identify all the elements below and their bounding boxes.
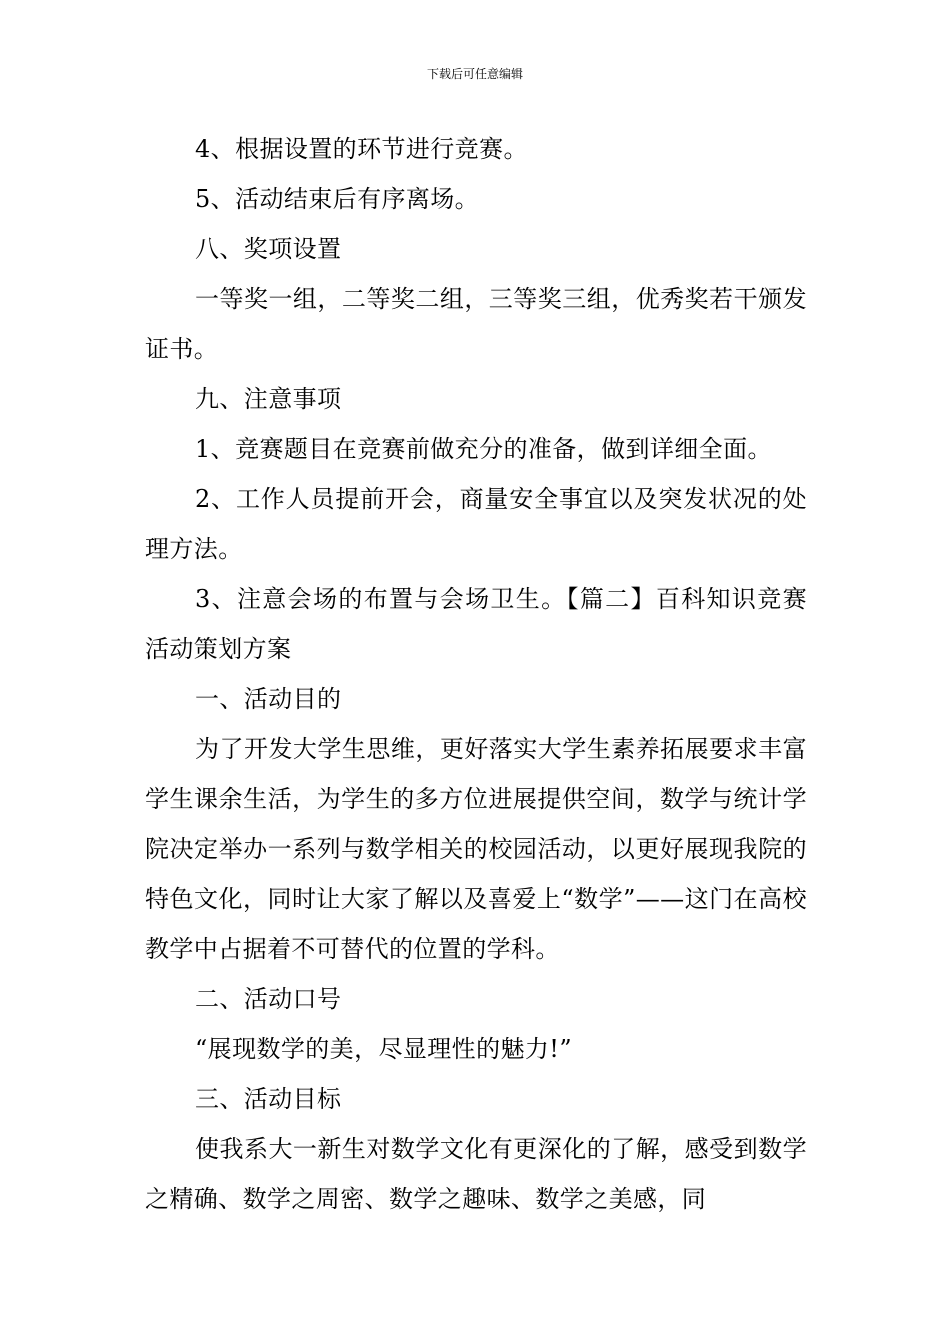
- section-heading-slogan: 二、活动口号: [195, 985, 342, 1013]
- document-body: [145, 124, 807, 1224]
- paragraph-step-4: 4、根据设置的环节进行竞赛。: [195, 135, 528, 163]
- section-heading-notes: 九、注意事项: [195, 385, 342, 413]
- section-heading-goals: 三、活动目标: [195, 1085, 342, 1113]
- paragraph-step-5: 5、活动结束后有序离场。: [195, 185, 480, 213]
- paragraph-note-2: 2、工作人员提前开会，商量安全事宜以及突发状况的处理方法。: [145, 485, 807, 563]
- paragraph-awards: 一等奖一组，二等奖二组，三等奖三组，优秀奖若干颁发证书。: [145, 285, 807, 363]
- paragraph-note-1: 1、竞赛题目在竞赛前做充分的准备，做到详细全面。: [195, 435, 772, 463]
- section-heading-awards: 八、奖项设置: [195, 235, 342, 263]
- paragraph-note-3: 3、注意会场的布置与会场卫生。【篇二】百科知识竞赛活动策划方案: [145, 585, 807, 663]
- section-heading-purpose: 一、活动目的: [195, 685, 342, 713]
- paragraph-goals: 使我系大一新生对数学文化有更深化的了解，感受到数学之精确、数学之周密、数学之趣味、数学之美感，同: [145, 1135, 807, 1213]
- page-header: 下载后可任意编辑: [426, 67, 523, 81]
- paragraph-slogan: “展现数学的美，尽显理性的魅力!”: [195, 1035, 572, 1063]
- paragraph-purpose: 为了开发大学生思维，更好落实大学生素养拓展要求丰富学生课余生活，为学生的多方位进展提供空间，数学与统计学院决定举办一系列与数学相关的校园活动，以更好展现我院的特色文化，同时让大家了解以及喜爱上“数学”——这门在高校教学中占据着不可替代的位置的学科。: [145, 735, 807, 963]
